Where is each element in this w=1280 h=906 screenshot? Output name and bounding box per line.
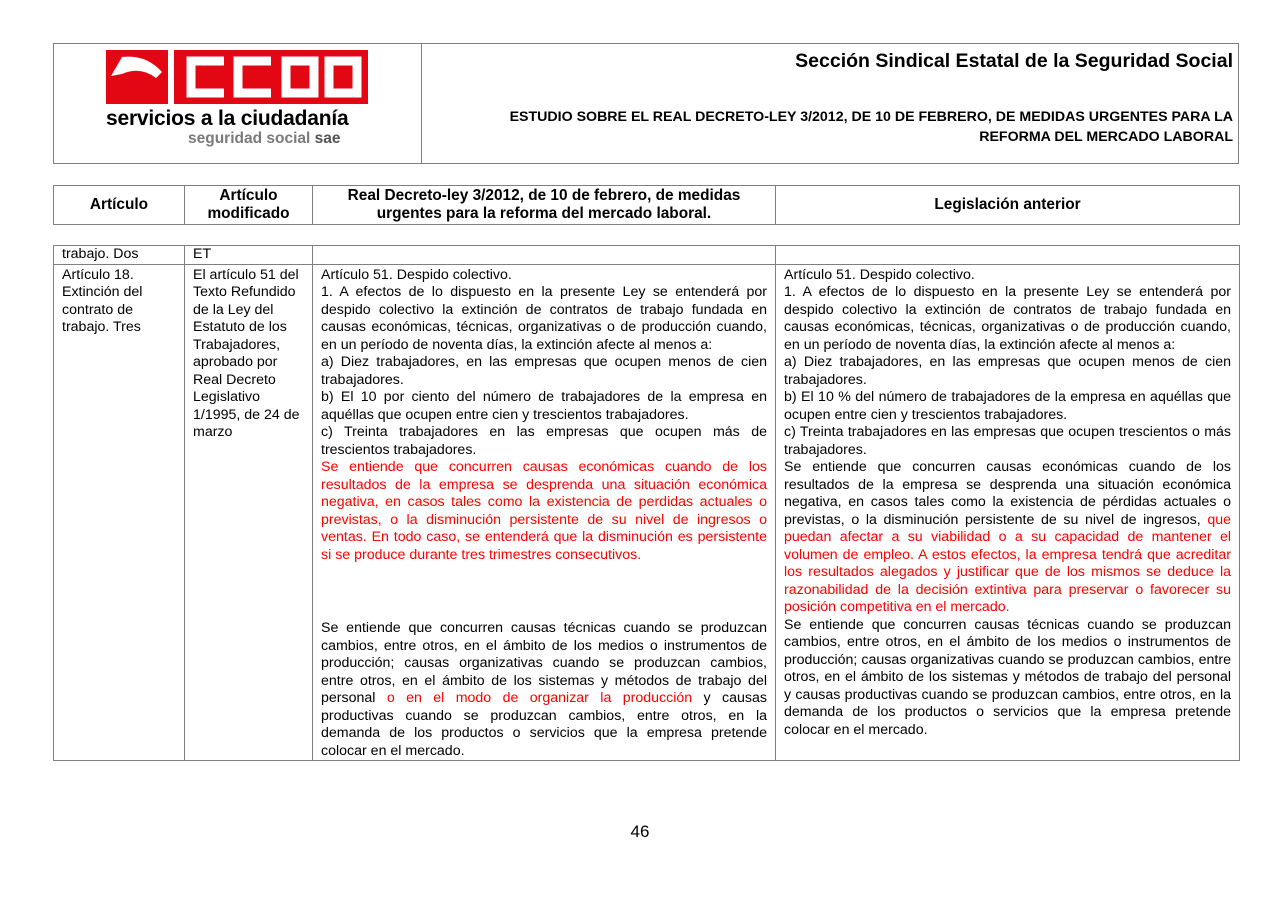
cell-rdl: [313, 264, 776, 761]
rdl-paragraph: 1. A efectos de lo dispuesto en la presente Ley se entenderá por despido colectivo la extinción de contratos de trabajo fundada en causas económicas, técnicas, organizativas o de producción cuando, en un período de noventa días, la extinción afecte al menos a:: [321, 284, 767, 353]
table-row: [54, 246, 1240, 265]
prev-heading: Artículo 51. Despido colectivo.: [784, 266, 975, 283]
comparison-table: [53, 245, 1240, 761]
cell-rdl: [313, 246, 776, 265]
rdl-paragraph: c) Treinta trabajadores en las empresas que ocupen más de trescientos trabajadores.: [321, 424, 767, 458]
header-text-cell: [422, 44, 1238, 163]
prev-paragraph: 1. A efectos de lo dispuesto en la presente Ley se entenderá por despido colectivo la extinción de contratos de trabajo fundada en causas económicas, técnicas, organizativas o de producción cuando, en un período de noventa días, la extinción afecte al menos a:: [784, 284, 1231, 353]
logo-cell: [54, 44, 422, 163]
spacer: [321, 564, 767, 620]
table-row: [54, 264, 1240, 761]
prev-paragraph: c) Treinta trabajadores en las empresas que ocupen trescientos o más trabajadores.: [784, 424, 1231, 458]
prev-paragraph: Se entiende que concurren causas económicas cuando de los resultados de la empresa se desprenda una situación económica negativa, en casos tales como la existencia de pérdidas actuales o previstas, o la disminución persistente de su nivel de ingresos, que puedan afectar a su viabilidad o a su capacidad de mantener el volumen de empleo. A estos efectos, la empresa tendrá que acreditar los resultados alegados y justificar que de los mismos se deduce la razonabilidad de la decisión extintiva para preservar o favorecer su posición competitiva en el mercado.: [784, 459, 1231, 615]
prev-paragraph: b) El 10 % del número de trabajadores de la empresa en aquéllas que ocupen entre cien y trescientos trabajadores.: [784, 389, 1231, 423]
ccoo-logo: [106, 50, 368, 104]
rdl-changed-paragraph: Se entiende que concurren causas económicas cuando de los resultados de la empresa se desprenda una situación económica negativa, en casos tales como la existencia de perdidas actuales o previstas, o la disminución persistente de su nivel de ingresos o ventas. En todo caso, se entenderá que la disminución es persistente si se produce durante tres trimestres consecutivos.: [321, 459, 767, 563]
cell-articulo: trabajo. Dos: [54, 246, 185, 265]
cell-articulo: Artículo 18. Extinción del contrato de trabajo. Tres: [54, 264, 185, 761]
page-number: 46: [630, 822, 650, 841]
rdl-paragraph: a) Diez trabajadores, en las empresas que ocupen menos de cien trabajadores.: [321, 354, 767, 388]
col-header-articulo: Artículo: [54, 186, 185, 225]
rdl-heading: Artículo 51. Despido colectivo.: [321, 266, 512, 283]
logo-tagline: servicios a la ciudadanía: [106, 107, 349, 130]
col-header-rdl: Real Decreto-ley 3/2012, de 10 de febrero, de medidas urgentes para la reforma del mercado laboral.: [313, 186, 776, 225]
rdl-paragraph: b) El 10 por ciento del número de trabajadores de la empresa en aquéllas que ocupen entre cien y trescientos trabajadores.: [321, 389, 767, 423]
prev-changed-text: que puedan afectar a su viabilidad o a su capacidad de mantener el volumen de empleo. A estos efectos, la empresa tendrá que acreditar los resultados alegados y justificar que de los mismos se deduce la razonabilidad de la decisión extintiva para preservar o favorecer su posición competitiva en el mercado.: [784, 511, 1231, 615]
cell-modificado: El artículo 51 del Texto Refundido de la Ley del Estatuto de los Trabajadores, aprobado por Real Decreto Legislativo 1/1995, de 24 de marzo: [185, 264, 313, 761]
document-title: Sección Sindical Estatal de la Seguridad Social: [795, 50, 1233, 72]
cell-anterior: [776, 264, 1240, 761]
prev-paragraph: a) Diez trabajadores, en las empresas que ocupen menos de cien trabajadores.: [784, 354, 1231, 388]
prev-paragraph: Se entiende que concurren causas técnicas cuando se produzcan cambios, entre otros, en el ámbito de los medios o instrumentos de producción; causas organizativas cuando se produzcan cambios, entre otros, en el ámbito de los sistemas y métodos de trabajo del personal y causas productivas cuando se produzcan cambios, entre otros, en la demanda de los productos o servicios que la empresa pretende colocar en el mercado.: [784, 616, 1231, 738]
cell-anterior: [776, 246, 1240, 265]
column-header-table: [53, 185, 1240, 225]
rdl-paragraph: Se entiende que concurren causas técnicas cuando se produzcan cambios, entre otros, en el ámbito de los medios o instrumentos de producción; causas organizativas cuando se produzcan cambios, entre otros, en el ámbito de los sistemas y métodos de trabajo del personal o en el modo de organizar la producción y causas productivas cuando se produzcan cambios, entre otros, en la demanda de los productos o servicios que la empresa pretende colocar en el mercado.: [321, 620, 767, 759]
rdl-changed-text: o en el modo de organizar la producción: [386, 690, 693, 706]
document-subtitle: ESTUDIO SOBRE EL REAL DECRETO-LEY 3/2012, DE 10 DE FEBRERO, DE MEDIDAS URGENTES PARA LA REFORMA DEL MERCADO LABORAL: [509, 109, 1233, 145]
cell-modificado: ET: [185, 246, 313, 265]
col-header-anterior: Legislación anterior: [776, 186, 1240, 225]
col-header-modificado: Artículo modificado: [185, 186, 313, 225]
document-header: [53, 43, 1239, 164]
logo-subline: seguridad social sae: [188, 130, 341, 147]
